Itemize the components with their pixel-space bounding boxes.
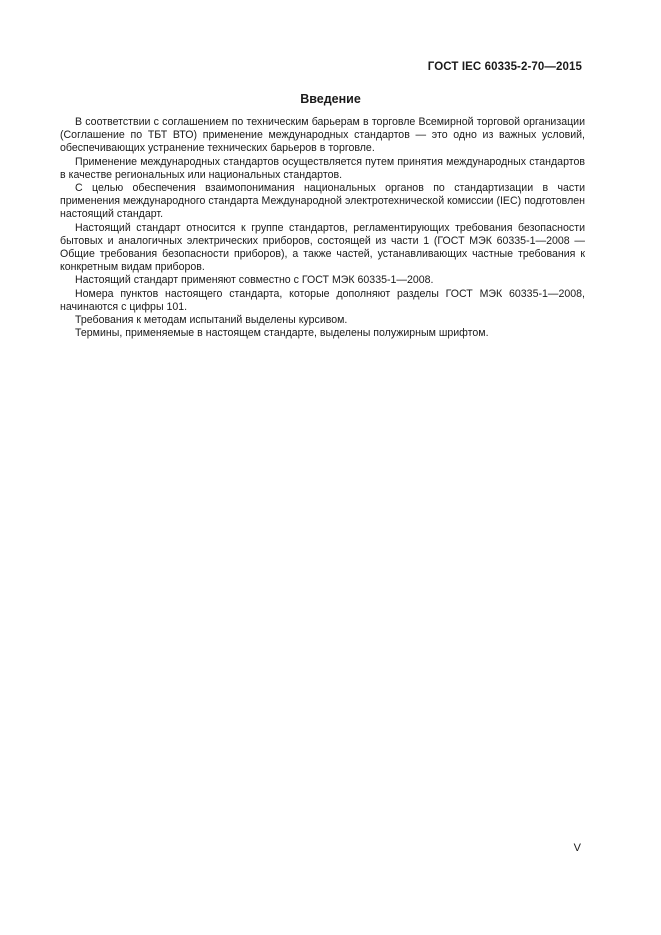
paragraph-1: В соответствии с соглашением по техническим барьерам в торговле Всемирной торговой организации (Соглашение по ТБТ ВТО) применение международных стандартов — это одно из важных условий, обеспечивающих устранение технических барьеров в торговле. bbox=[60, 116, 585, 155]
paragraph-4: Настоящий стандарт относится к группе стандартов, регламентирующих требования безопасности бытовых и аналогичных электрических приборов, состоящей из части 1 (ГОСТ МЭК 60335-1—2008 — Общие требования безопасности приборов), а также частей, устанавливающих частные требования к конкретным видам приборов. bbox=[60, 221, 585, 274]
section-title: Введение bbox=[300, 92, 361, 106]
page-number: V bbox=[573, 842, 581, 854]
introduction-body bbox=[60, 116, 585, 340]
paragraph-5: Настоящий стандарт применяют совместно с ГОСТ МЭК 60335-1—2008. bbox=[75, 274, 434, 287]
standard-code-header: ГОСТ IEC 60335-2-70—2015 bbox=[427, 61, 582, 73]
paragraph-8: Термины, применяемые в настоящем стандарте, выделены полужирным шрифтом. bbox=[75, 327, 489, 340]
paragraph-3: С целью обеспечения взаимопонимания национальных органов по стандартизации в части применения международного стандарта Международной электротехнической комиссии (IEC) подготовлен настоящий стандарт. bbox=[60, 182, 585, 221]
paragraph-2: Применение международных стандартов осуществляется путем принятия международных стандартов в качестве региональных или национальных стандартов. bbox=[60, 155, 585, 181]
paragraph-7: Требования к методам испытаний выделены курсивом. bbox=[75, 314, 348, 327]
paragraph-6: Номера пунктов настоящего стандарта, которые дополняют разделы ГОСТ МЭК 60335-1—2008, начинаются с цифры 101. bbox=[60, 287, 585, 313]
